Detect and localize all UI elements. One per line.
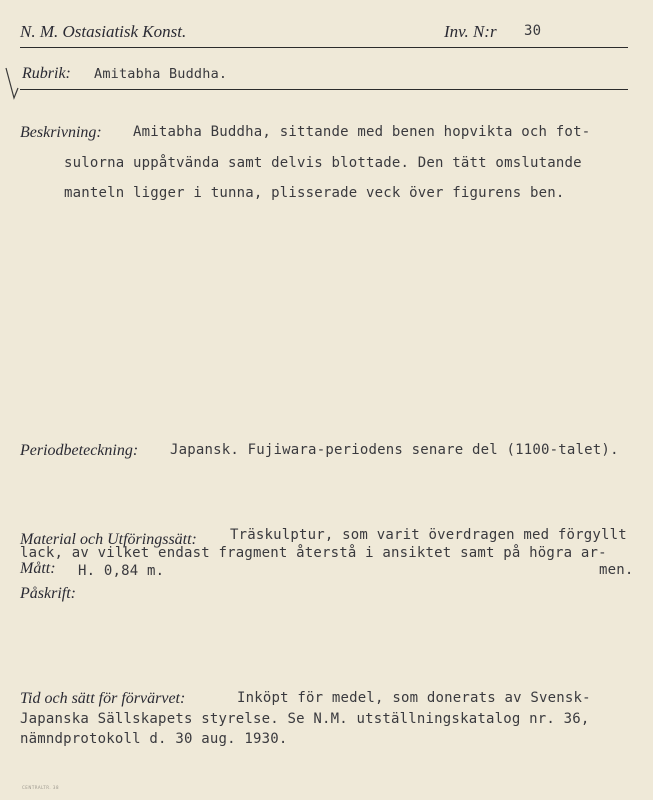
forvarv-line-3: nämndprotokoll d. 30 aug. 1930. [20,731,288,747]
beskrivning-label: Beskrivning: [20,124,102,141]
period-value: Japansk. Fujiwara-periodens senare del (1100-talet). [170,442,619,458]
forvarv-label: Tid och sätt för förvärvet: [20,690,186,707]
beskrivning-line-1: Amitabha Buddha, sittande med benen hopvikta och fot- [133,124,591,140]
period-label: Periodbeteckning: [20,442,139,459]
forvarv-line-2: Japanska Sällskapets styrelse. Se N.M. utställningskatalog nr. 36, [20,711,590,727]
matt-value: H. 0,84 m. [78,563,165,579]
org-name: N. M. Ostasiatisk Konst. [20,22,187,41]
forvarv-line-1: Inköpt för medel, som donerats av Svensk- [237,690,591,706]
check-mark-icon [4,66,24,100]
rubrik-rule [20,89,628,90]
printer-mark: CENTRALTR. 38 [22,785,59,790]
rubrik-label: Rubrik: [22,65,71,82]
material-line-2: lack, av vilket endast fragment återstå i ansiktet samt på högra ar- [20,545,607,561]
rubrik-value: Amitabha Buddha. [94,66,228,82]
beskrivning-line-3: manteln ligger i tunna, plisserade veck över figurens ben. [64,185,565,201]
material-line-3: men. [599,562,634,578]
beskrivning-line-2: sulorna uppåtvända samt delvis blottade. Den tätt omslutande [64,155,582,171]
material-line-1: Träskulptur, som varit överdragen med förgyllt [230,527,627,543]
inv-number: 30 [524,23,542,39]
matt-label: Mått: [20,560,56,577]
material-label: Material och Utföringssätt: [20,531,197,548]
paskrift-label: Påskrift: [20,585,76,602]
header-rule [20,47,628,48]
inv-label: Inv. N:r [444,22,497,41]
